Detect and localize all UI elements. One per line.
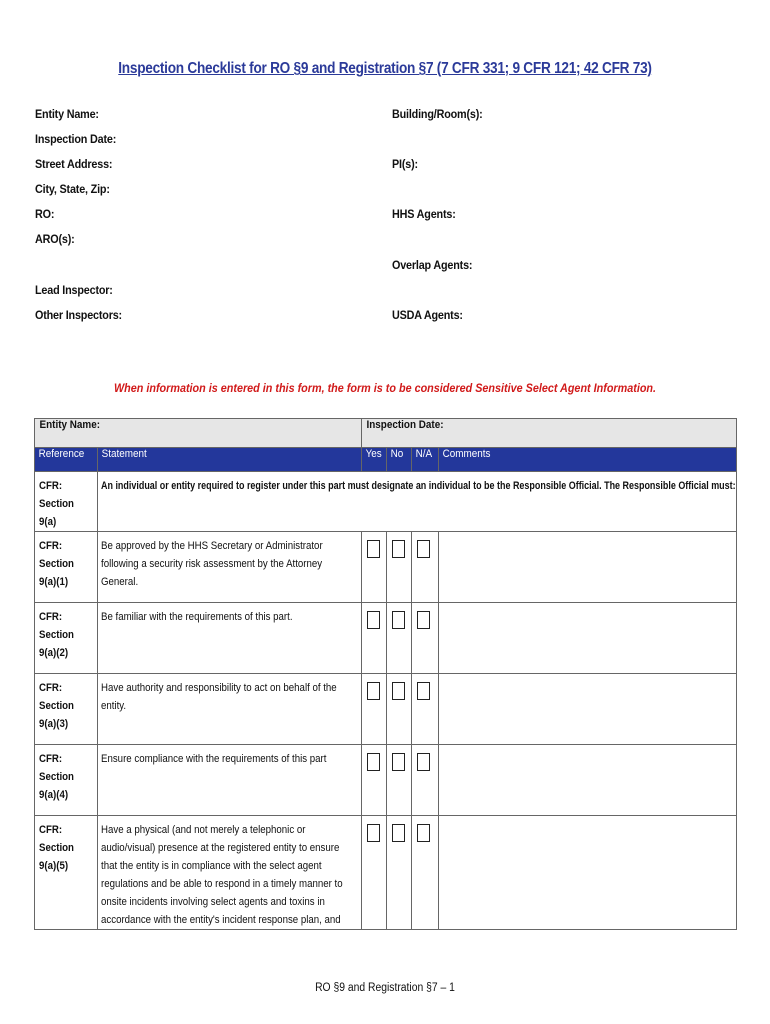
na-cell [412,603,439,674]
col-header-reference: Reference [35,448,98,472]
inspection-date-label: Inspection Date: [35,132,117,146]
yes-cell [362,532,387,603]
aro-label: ARO(s): [35,232,75,246]
yes-cell [362,603,387,674]
na-checkbox[interactable] [417,682,430,700]
yes-checkbox[interactable] [367,682,380,700]
table-inspection-date-label: Inspection Date: [366,419,444,431]
table-row [35,745,737,816]
usda-agents-label: USDA Agents: [392,308,463,322]
na-cell [412,745,439,816]
col-header-na: N/A [412,448,439,472]
pi-label: PI(s): [392,157,418,171]
city-state-zip-label: City, State, Zip: [35,182,110,196]
row-reference: CFR: Section 9(a)(3) [35,674,98,745]
no-checkbox[interactable] [392,753,405,771]
intro-reference: CFR: Section 9(a) [35,472,98,532]
no-cell [387,603,412,674]
table-row [35,816,737,930]
ro-label: RO: [35,207,55,221]
comments-field[interactable] [439,674,737,745]
na-cell [412,532,439,603]
row-statement: Have a physical (and not merely a telephonic or audio/visual) presence at the registered entity to ensure that the entity is in compliance with the select agent regulations and be able to respond in a timely manner to onsite incidents involving select agents and toxins in accordance with the entity's incident response plan, and [98,816,362,930]
building-room-label: Building/Room(s): [392,107,483,121]
comments-field[interactable] [439,603,737,674]
yes-cell [362,745,387,816]
page-title: Inspection Checklist for RO §9 and Registration §7 (7 CFR 331; 9 CFR 121; 42 CFR 73) [118,60,652,77]
row-reference: CFR: Section 9(a)(2) [35,603,98,674]
intro-statement: An individual or entity required to register under this part must designate an individual to be the Responsible Official. The Responsible Official must: [98,472,737,532]
table-entity-name-label: Entity Name: [39,419,101,431]
row-statement: Have authority and responsibility to act on behalf of the entity. [98,674,362,745]
yes-checkbox[interactable] [367,611,380,629]
no-cell [387,816,412,930]
row-reference: CFR: Section 9(a)(1) [35,532,98,603]
col-header-comments: Comments [439,448,737,472]
table-row [35,603,737,674]
no-cell [387,532,412,603]
yes-checkbox[interactable] [367,753,380,771]
row-statement: Be familiar with the requirements of this part. [98,603,362,674]
na-checkbox[interactable] [417,540,430,558]
row-reference: CFR: Section 9(a)(4) [35,745,98,816]
comments-field[interactable] [439,816,737,930]
hhs-agents-label: HHS Agents: [392,207,456,221]
na-checkbox[interactable] [417,611,430,629]
na-checkbox[interactable] [417,753,430,771]
checklist-table [34,418,737,930]
no-checkbox[interactable] [392,540,405,558]
table-row [35,532,737,603]
table-entity-name-cell[interactable] [35,419,362,448]
comments-field[interactable] [439,532,737,603]
col-header-statement: Statement [98,448,362,472]
no-checkbox[interactable] [392,611,405,629]
col-header-yes: Yes [362,448,387,472]
no-cell [387,674,412,745]
entity-name-label: Entity Name: [35,107,99,121]
comments-field[interactable] [439,745,737,816]
row-reference: CFR: Section 9(a)(5) [35,816,98,930]
yes-checkbox[interactable] [367,540,380,558]
page-footer: RO §9 and Registration §7 – 1 [315,982,455,994]
row-statement: Be approved by the HHS Secretary or Administrator following a security risk assessment by the Attorney General. [98,532,362,603]
street-address-label: Street Address: [35,157,113,171]
row-statement: Ensure compliance with the requirements of this part [98,745,362,816]
intro-row [35,472,737,532]
col-header-no: No [387,448,412,472]
other-inspectors-label: Other Inspectors: [35,308,122,322]
table-row [35,674,737,745]
yes-checkbox[interactable] [367,824,380,842]
na-cell [412,816,439,930]
table-inspection-date-cell[interactable] [362,419,737,448]
sensitive-info-notice: When information is entered in this form, the form is to be considered Sensitive Select Agent Information. [113,381,657,395]
no-checkbox[interactable] [392,824,405,842]
no-checkbox[interactable] [392,682,405,700]
lead-inspector-label: Lead Inspector: [35,283,113,297]
na-cell [412,674,439,745]
yes-cell [362,816,387,930]
overlap-agents-label: Overlap Agents: [392,258,473,272]
na-checkbox[interactable] [417,824,430,842]
no-cell [387,745,412,816]
yes-cell [362,674,387,745]
